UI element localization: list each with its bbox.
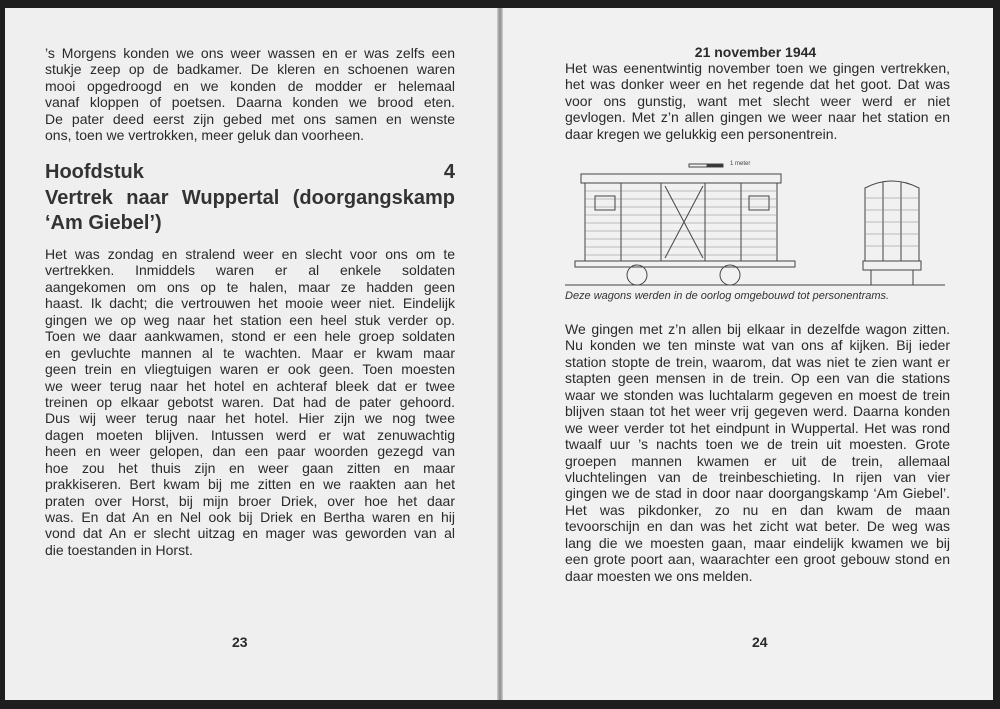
- text-line: Vertrek naar Wuppertal (doorgangskamp: [45, 186, 455, 209]
- date-heading: 21 november 1944: [694, 44, 817, 60]
- text-line: Nu konden we ten minste wat van ons af kijken. Bij ieder: [565, 337, 950, 354]
- text-line: mooi opgedroogd en we konden de modder er helemaal: [45, 77, 455, 94]
- text-line: station stopte de trein, waarom, dat was niet te zien want er: [565, 353, 950, 370]
- text-line: we weer verder tot het eindpunt in Wuppertal. Het was rond: [565, 419, 950, 436]
- text-line: ons, toen we vertrokken, meer geluk dan voorheen.: [45, 127, 365, 144]
- text-line: Hoofdstuk 4: [45, 161, 455, 183]
- text-line: ’s Morgens konden we ons weer wassen en er was zelfs een: [45, 45, 455, 61]
- text-line: lang die we moesten gaan, maar eindelijk kwamen we bij: [565, 534, 950, 551]
- text-line: hoe zou het thuis zijn en weer gaan zitten en maar: [45, 459, 455, 476]
- text-line: gevlogen. Met z’n allen gingen we weer naar het station en: [565, 109, 950, 126]
- text-line: we weer terug naar het hotel en achteraf bleek dat er twee: [45, 377, 455, 394]
- text-line: heen en weer gelopen, dan een paar woorden gezegd van: [45, 443, 455, 460]
- text-line: Het was zondag en stralend weer en slecht voor ons om te: [45, 246, 455, 262]
- paragraph-morning: [45, 45, 455, 144]
- text-line: stapten geen mensen in de trein. Op een van die stations: [565, 370, 950, 387]
- text-line: twaalf uur ’s nachts toen we de trein uit moesten. Grote: [565, 436, 950, 453]
- paragraph-journey: [565, 321, 950, 584]
- text-line: vluchtelingen van de treinbeschieting. In rijen van vier: [565, 468, 950, 485]
- text-line: prakkiseren. Bert kwam bij me zitten en we raakten aan het: [45, 476, 455, 493]
- text-line: stukje zeep op de badkamer. De kleren en schoenen waren: [45, 61, 455, 78]
- paragraph-november: [565, 60, 950, 142]
- left-page: [5, 8, 497, 700]
- text-line: Het was eenentwintig november toen we gingen vertrekken,: [565, 60, 950, 76]
- figure-caption: Deze wagons werden in de oorlog omgebouwd tot personentrams.: [565, 290, 890, 302]
- text-line: treinen op elkaar gebotst waren. Dat had de pater gehoord.: [45, 393, 455, 410]
- text-line: vond dat An er slecht uitzag en mager was geworden van al: [45, 525, 455, 542]
- text-line: tevoorschijn en dan was het zicht wat beter. De weg was: [565, 518, 950, 535]
- text-line: We gingen met z’n allen bij elkaar in dezelfde wagon zitten.: [565, 321, 950, 337]
- text-line: De pater deed eerst zijn gebed met ons samen en wenste: [45, 110, 455, 127]
- text-line: Dus wij weer terug naar het hotel. Hier zijn we nog twee: [45, 410, 455, 427]
- chapter-heading: [45, 160, 455, 237]
- text-line: gingen we op weg naar het station een heel stuk verder op.: [45, 311, 455, 328]
- text-line: groepen mannen kwamen er uit de trein, allemaal: [565, 452, 950, 469]
- text-line: daar kregen we gelukkig een personentrein.: [565, 125, 838, 142]
- text-line: het was donker weer en het regende dat het goot. Dat was: [565, 76, 950, 93]
- text-line: aangekomen om ons op te halen, maar ze hadden geen: [45, 278, 455, 295]
- page-number-right: 24: [752, 634, 768, 650]
- text-line: Het was pikdonker, zo nu en dan kwam de maan: [565, 501, 950, 518]
- text-line: dagen moeten blijven. Intussen werd er wat zenuwachtig: [45, 426, 455, 443]
- text-line: die toestanden in Horst.: [45, 541, 193, 558]
- text-line: ‘Am Giebel’): [45, 212, 162, 234]
- text-line: was. En dat An en Nel ook bij Driek en Bertha waren en hij: [45, 509, 455, 525]
- text-line: geen trein en vliegtuigen waren er ook geen. Toen moesten: [45, 361, 455, 378]
- text-line: daar moesten we ons melden.: [565, 567, 753, 584]
- text-line: blijven staan tot het weer vrij gegeven werd. Daarna konden: [565, 403, 950, 420]
- text-line: vertrekken. Inmiddels waren er al enkele soldaten: [45, 262, 455, 279]
- text-line: en gevluchte mannen al te wachten. Maar er kwam maar: [45, 344, 455, 361]
- wagon-drawing: [565, 158, 945, 288]
- text-line: gingen we de stad in door naar doorgangskamp ‘Am Giebel’.: [565, 485, 950, 502]
- text-line: waar we stonden was luchtalarm gegeven en moest de trein: [565, 386, 950, 403]
- paragraph-departure: [45, 246, 455, 558]
- page-number-left: 23: [232, 634, 248, 650]
- text-line: voor ons gunstig, want met slecht weer werd er niet: [565, 92, 950, 109]
- scale-label: 1 meter: [730, 161, 751, 167]
- text-line: vanaf kloppen of poetsen. Daarna konden we brood eten.: [45, 94, 455, 111]
- text-line: Toen we daar aankwamen, stond er een hele groep soldaten: [45, 328, 455, 345]
- text-line: een grote poort aan, waarachter een groot gebouw stond en: [565, 551, 950, 568]
- right-page: [503, 8, 993, 700]
- text-line: praten over Horst, bij mijn broer Driek, over hoe het daar: [45, 492, 455, 509]
- text-line: haast. Ik dacht; die vertrouwen het mooie weer niet. Eindelijk: [45, 295, 455, 312]
